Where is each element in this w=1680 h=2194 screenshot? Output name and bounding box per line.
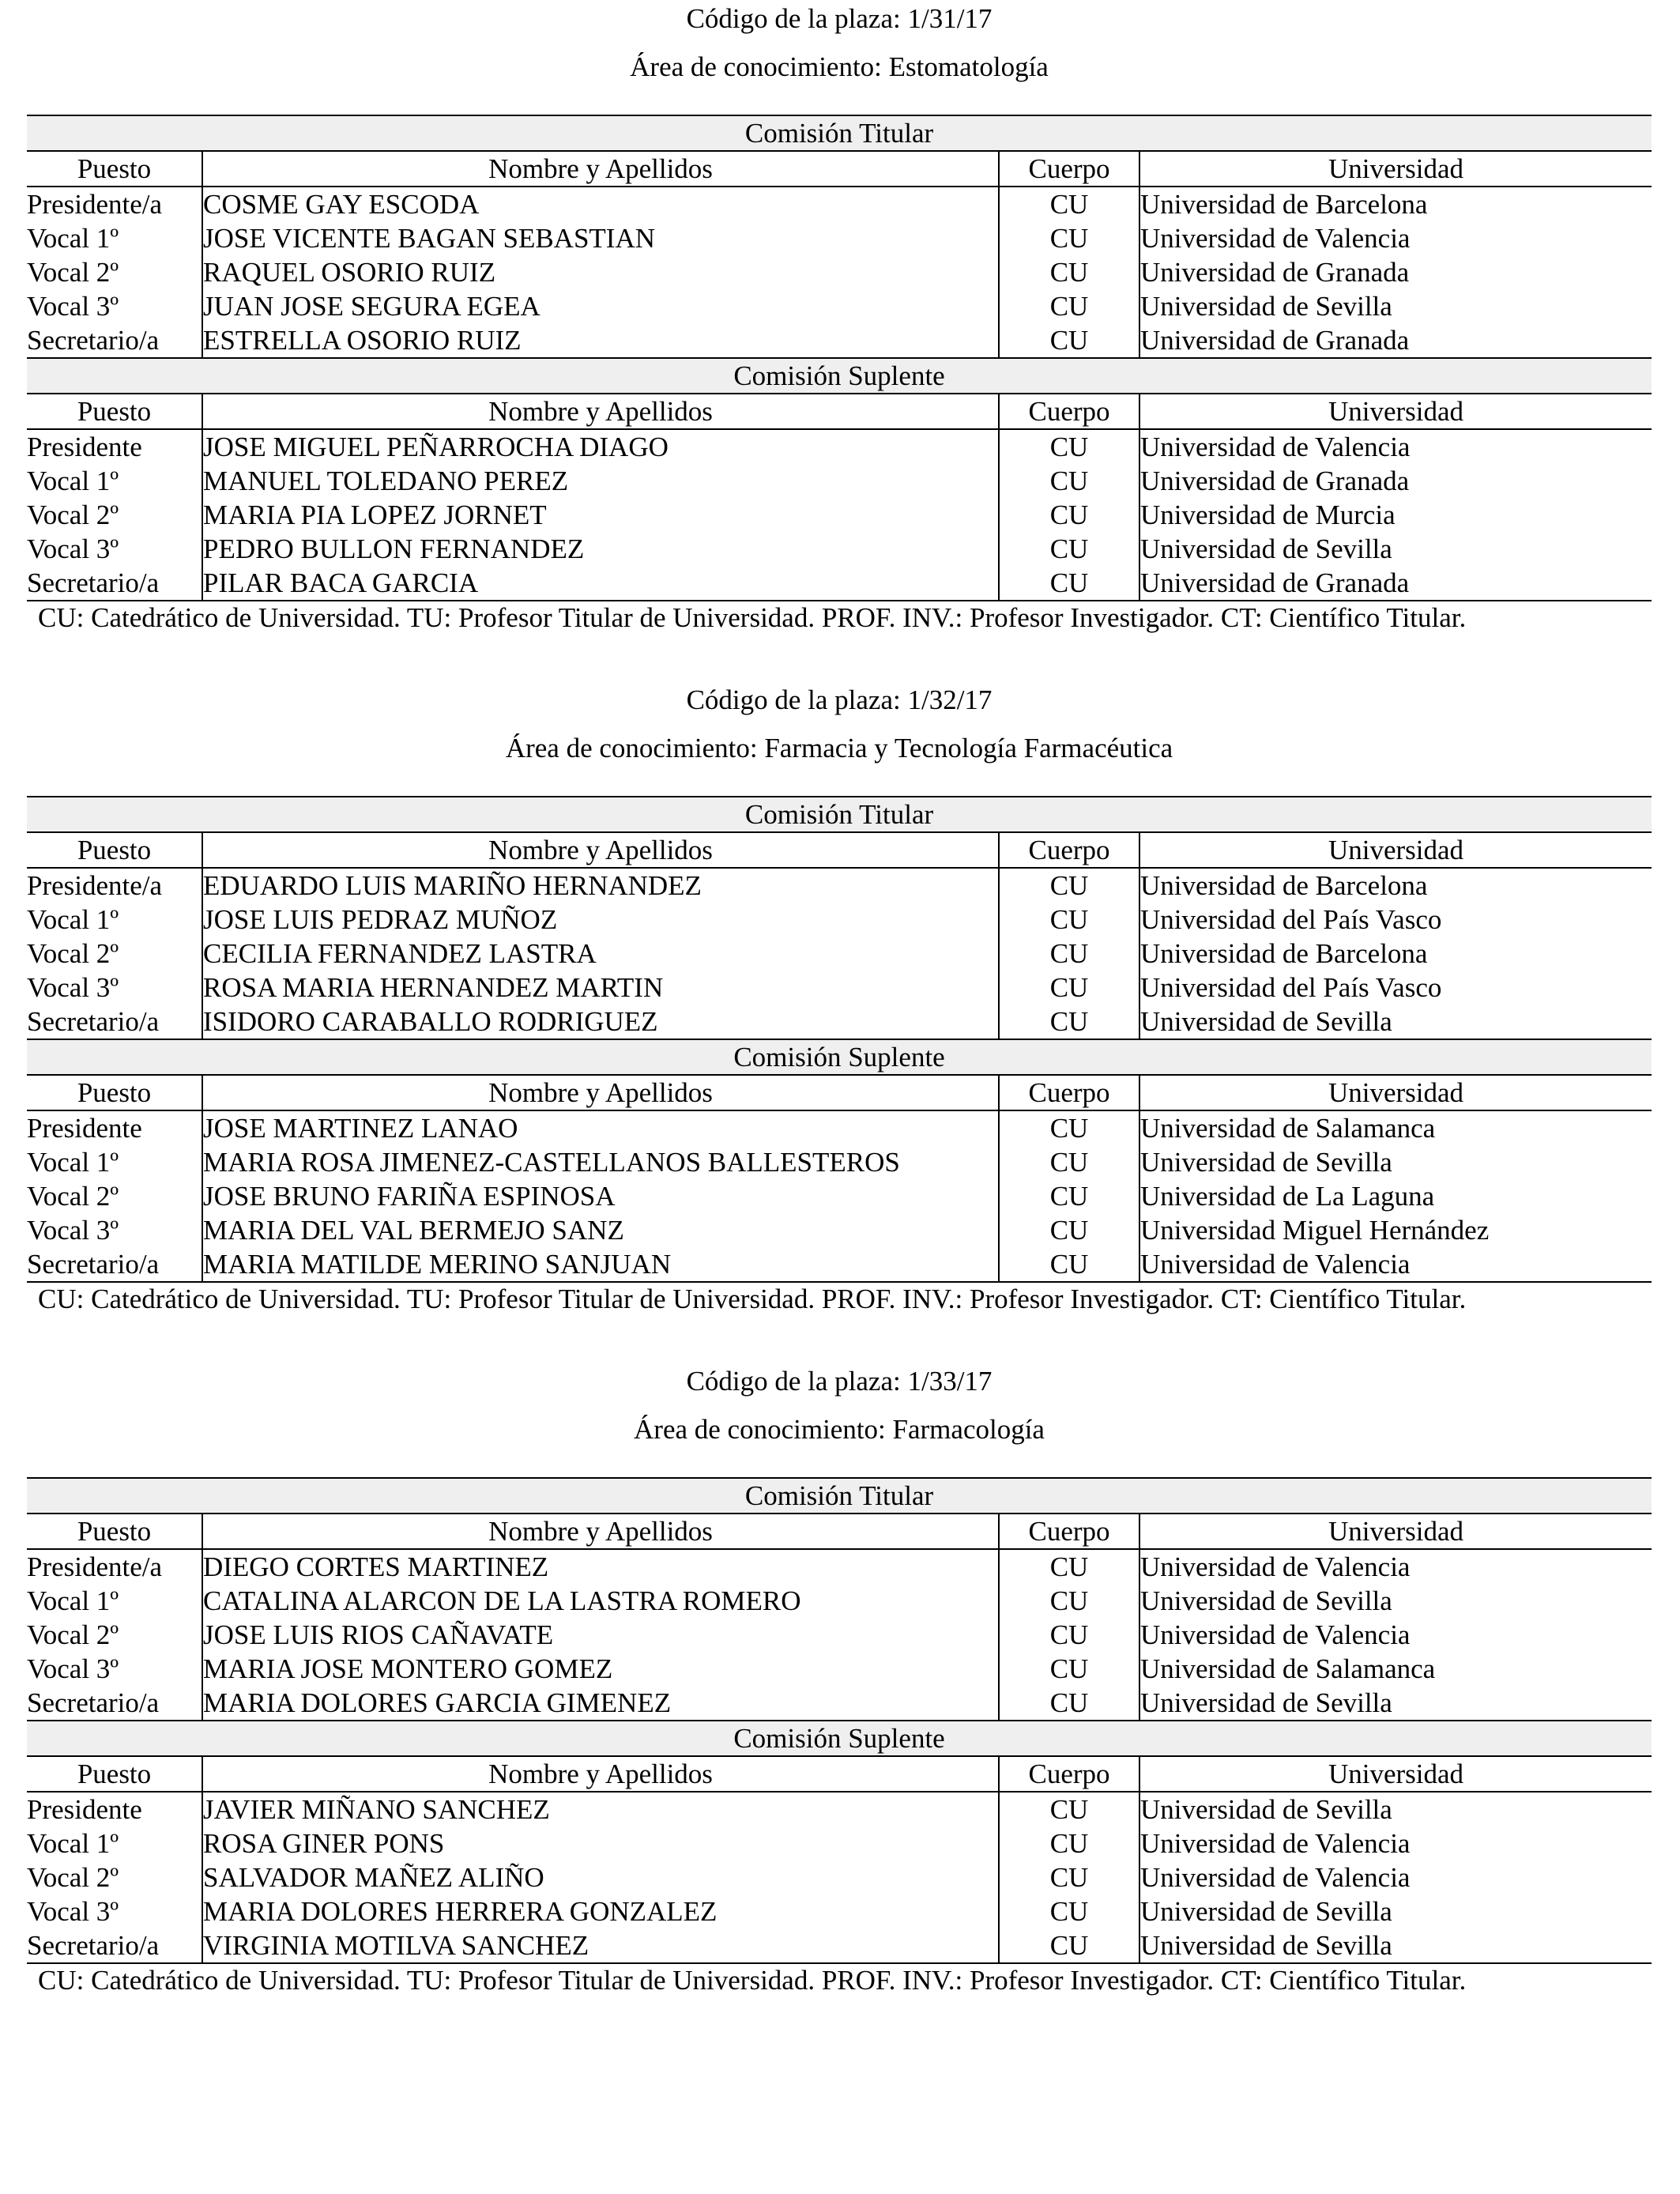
cell-cuerpo: CU bbox=[999, 498, 1139, 532]
cell-universidad: Universidad de Sevilla bbox=[1140, 1895, 1392, 1927]
cell-nombre: JUAN JOSE SEGURA EGEA bbox=[203, 290, 541, 322]
table-row bbox=[27, 464, 1652, 498]
cell-puesto: Secretario/a bbox=[27, 1928, 202, 1963]
col-header-nombre: Nombre y Apellidos bbox=[202, 1756, 999, 1792]
cell-universidad: Universidad de Barcelona bbox=[1140, 188, 1428, 220]
cell-puesto: Presidente bbox=[27, 1110, 202, 1145]
cell-nombre: MARIA DOLORES HERRERA GONZALEZ bbox=[203, 1895, 718, 1927]
table-header-row bbox=[27, 1514, 1652, 1549]
table-row bbox=[27, 937, 1652, 971]
titular-commission-bar bbox=[27, 115, 1652, 151]
cell-universidad: Universidad de Sevilla bbox=[1140, 1585, 1392, 1616]
cell-cuerpo: CU bbox=[999, 868, 1139, 903]
titular-commission-label: Comisión Titular bbox=[27, 797, 1652, 832]
cell-puesto: Presidente/a bbox=[27, 868, 202, 903]
col-header-cuerpo: Cuerpo bbox=[999, 1756, 1139, 1792]
table-row bbox=[27, 1928, 1652, 1963]
cell-puesto: Presidente bbox=[27, 1792, 202, 1826]
cell-puesto: Vocal 1º bbox=[27, 464, 202, 498]
cell-puesto: Vocal 3º bbox=[27, 1213, 202, 1247]
cell-cuerpo: CU bbox=[999, 1005, 1139, 1039]
table-row bbox=[27, 429, 1652, 464]
cell-universidad: Universidad de Granada bbox=[1140, 465, 1410, 496]
cell-puesto: Vocal 1º bbox=[27, 1145, 202, 1179]
cell-puesto: Vocal 1º bbox=[27, 1584, 202, 1618]
suplente-commission-label: Comisión Suplente bbox=[27, 1039, 1652, 1075]
table-row bbox=[27, 1213, 1652, 1247]
cell-universidad: Universidad del País Vasco bbox=[1140, 903, 1442, 935]
plaza-code: Código de la plaza: 1/33/17 bbox=[686, 1366, 993, 1397]
cell-universidad: Universidad de Valencia bbox=[1140, 1827, 1411, 1859]
cell-nombre: PEDRO BULLON FERNANDEZ bbox=[203, 533, 585, 564]
cell-nombre: SALVADOR MAÑEZ ALIÑO bbox=[203, 1861, 544, 1893]
table-header-row bbox=[27, 151, 1652, 187]
cell-cuerpo: CU bbox=[999, 1652, 1139, 1686]
col-header-cuerpo: Cuerpo bbox=[999, 394, 1139, 429]
table-header-row bbox=[27, 832, 1652, 868]
cell-puesto: Vocal 2º bbox=[27, 1860, 202, 1894]
col-header-puesto: Puesto bbox=[27, 1756, 202, 1792]
table-row bbox=[27, 498, 1652, 532]
abbreviations-footnote: CU: Catedrático de Universidad. TU: Profesor Titular de Universidad. PROF. INV.: Profesor Investigador. CT: Científico Titular. bbox=[38, 602, 1467, 633]
cell-puesto: Vocal 3º bbox=[27, 971, 202, 1005]
col-header-puesto: Puesto bbox=[27, 394, 202, 429]
cell-puesto: Vocal 3º bbox=[27, 1894, 202, 1928]
cell-nombre: JOSE MIGUEL PEÑARROCHA DIAGO bbox=[203, 431, 669, 462]
cell-universidad: Universidad de Barcelona bbox=[1140, 869, 1428, 901]
knowledge-area: Área de conocimiento: Estomatología bbox=[630, 51, 1049, 82]
cell-universidad: Universidad de Sevilla bbox=[1140, 533, 1392, 564]
cell-cuerpo: CU bbox=[999, 1686, 1139, 1721]
cell-cuerpo: CU bbox=[999, 1894, 1139, 1928]
cell-universidad: Universidad de Sevilla bbox=[1140, 290, 1392, 322]
cell-cuerpo: CU bbox=[999, 1618, 1139, 1652]
suplente-commission-label: Comisión Suplente bbox=[27, 358, 1652, 394]
cell-nombre: JAVIER MIÑANO SANCHEZ bbox=[203, 1793, 550, 1825]
table-row bbox=[27, 1110, 1652, 1145]
cell-cuerpo: CU bbox=[999, 429, 1139, 464]
table-row bbox=[27, 1005, 1652, 1039]
suplente-commission-bar bbox=[27, 358, 1652, 394]
cell-cuerpo: CU bbox=[999, 1860, 1139, 1894]
cell-nombre: DIEGO CORTES MARTINEZ bbox=[203, 1551, 549, 1582]
cell-universidad: Universidad de Barcelona bbox=[1140, 937, 1428, 969]
plaza-section bbox=[27, 3, 1652, 635]
cell-cuerpo: CU bbox=[999, 323, 1139, 358]
cell-cuerpo: CU bbox=[999, 1584, 1139, 1618]
cell-nombre: MARIA PIA LOPEZ JORNET bbox=[203, 499, 547, 530]
cell-cuerpo: CU bbox=[999, 532, 1139, 566]
cell-puesto: Vocal 1º bbox=[27, 221, 202, 255]
cell-puesto: Presidente/a bbox=[27, 1549, 202, 1584]
cell-cuerpo: CU bbox=[999, 1213, 1139, 1247]
cell-cuerpo: CU bbox=[999, 1145, 1139, 1179]
suplente-commission-label: Comisión Suplente bbox=[27, 1721, 1652, 1756]
titular-commission-label: Comisión Titular bbox=[27, 115, 1652, 151]
cell-universidad: Universidad de Valencia bbox=[1140, 222, 1411, 254]
col-header-universidad: Universidad bbox=[1139, 151, 1652, 187]
col-header-nombre: Nombre y Apellidos bbox=[202, 151, 999, 187]
cell-puesto: Secretario/a bbox=[27, 1686, 202, 1721]
col-header-cuerpo: Cuerpo bbox=[999, 1075, 1139, 1110]
table-row bbox=[27, 255, 1652, 289]
table-row bbox=[27, 1652, 1652, 1686]
table-row bbox=[27, 1584, 1652, 1618]
cell-universidad: Universidad de Valencia bbox=[1140, 1619, 1411, 1650]
cell-universidad: Universidad de Valencia bbox=[1139, 1247, 1652, 1282]
col-header-puesto: Puesto bbox=[27, 1514, 202, 1549]
col-header-universidad: Universidad bbox=[1139, 832, 1652, 868]
cell-puesto: Presidente bbox=[27, 429, 202, 464]
cell-nombre: JOSE LUIS RIOS CAÑAVATE bbox=[203, 1619, 554, 1650]
cell-nombre: MARIA DOLORES GARCIA GIMENEZ bbox=[203, 1687, 672, 1718]
plaza-section bbox=[27, 684, 1652, 1316]
cell-universidad: Universidad de Valencia bbox=[1140, 1551, 1411, 1582]
cell-universidad: Universidad de Granada bbox=[1139, 566, 1652, 601]
col-header-cuerpo: Cuerpo bbox=[999, 832, 1139, 868]
titular-commission-label: Comisión Titular bbox=[27, 1478, 1652, 1514]
cell-puesto: Vocal 2º bbox=[27, 937, 202, 971]
cell-nombre: MARIA ROSA JIMENEZ-CASTELLANOS BALLESTEROS bbox=[203, 1146, 900, 1178]
cell-universidad: Universidad de Sevilla bbox=[1140, 1793, 1392, 1825]
cell-puesto: Vocal 2º bbox=[27, 1618, 202, 1652]
cell-puesto: Vocal 3º bbox=[27, 289, 202, 323]
col-header-cuerpo: Cuerpo bbox=[999, 1514, 1139, 1549]
cell-universidad: Universidad de Sevilla bbox=[1140, 1146, 1392, 1178]
col-header-universidad: Universidad bbox=[1139, 1075, 1652, 1110]
abbreviations-footnote: CU: Catedrático de Universidad. TU: Profesor Titular de Universidad. PROF. INV.: Profesor Investigador. CT: Científico Titular. bbox=[38, 1965, 1467, 1996]
plaza-code: Código de la plaza: 1/31/17 bbox=[686, 3, 993, 34]
cell-cuerpo: CU bbox=[999, 1792, 1139, 1826]
cell-universidad: Universidad del País Vasco bbox=[1140, 971, 1442, 1003]
col-header-puesto: Puesto bbox=[27, 1075, 202, 1110]
cell-puesto: Vocal 2º bbox=[27, 255, 202, 289]
abbreviations-footnote: CU: Catedrático de Universidad. TU: Profesor Titular de Universidad. PROF. INV.: Profesor Investigador. CT: Científico Titular. bbox=[38, 1284, 1467, 1314]
table-row bbox=[27, 221, 1652, 255]
table-row bbox=[27, 323, 1652, 358]
cell-universidad: Universidad de Salamanca bbox=[1140, 1112, 1436, 1144]
cell-cuerpo: CU bbox=[999, 937, 1139, 971]
cell-cuerpo: CU bbox=[999, 1247, 1139, 1282]
cell-cuerpo: CU bbox=[999, 1179, 1139, 1213]
cell-nombre: ROSA MARIA HERNANDEZ MARTIN bbox=[203, 971, 664, 1003]
col-header-nombre: Nombre y Apellidos bbox=[202, 394, 999, 429]
cell-puesto: Secretario/a bbox=[27, 566, 202, 601]
cell-cuerpo: CU bbox=[999, 971, 1139, 1005]
cell-nombre: CECILIA FERNANDEZ LASTRA bbox=[203, 937, 597, 969]
table-row bbox=[27, 971, 1652, 1005]
cell-universidad: Universidad de Salamanca bbox=[1140, 1653, 1436, 1684]
col-header-universidad: Universidad bbox=[1139, 394, 1652, 429]
suplente-commission-bar bbox=[27, 1721, 1652, 1756]
table-row bbox=[27, 1179, 1652, 1213]
commission-table bbox=[27, 796, 1652, 1283]
titular-commission-bar bbox=[27, 1478, 1652, 1514]
cell-puesto: Vocal 1º bbox=[27, 1826, 202, 1860]
knowledge-area: Área de conocimiento: Farmacología bbox=[634, 1414, 1045, 1445]
table-row bbox=[27, 1549, 1652, 1584]
cell-nombre: MARIA MATILDE MERINO SANJUAN bbox=[202, 1247, 999, 1282]
plaza-section bbox=[27, 1366, 1652, 1997]
cell-nombre: MANUEL TOLEDANO PEREZ bbox=[203, 465, 569, 496]
table-row bbox=[27, 1792, 1652, 1826]
cell-nombre: VIRGINIA MOTILVA SANCHEZ bbox=[202, 1928, 999, 1963]
plaza-code: Código de la plaza: 1/32/17 bbox=[686, 684, 993, 715]
cell-cuerpo: CU bbox=[999, 255, 1139, 289]
cell-nombre: JOSE MARTINEZ LANAO bbox=[203, 1112, 518, 1144]
cell-nombre: EDUARDO LUIS MARIÑO HERNANDEZ bbox=[203, 869, 702, 901]
table-header-row bbox=[27, 394, 1652, 429]
cell-nombre: MARIA JOSE MONTERO GOMEZ bbox=[203, 1653, 613, 1684]
cell-puesto: Vocal 3º bbox=[27, 1652, 202, 1686]
table-header-row bbox=[27, 1075, 1652, 1110]
col-header-nombre: Nombre y Apellidos bbox=[202, 1514, 999, 1549]
table-row bbox=[27, 566, 1652, 601]
cell-universidad: Universidad de Valencia bbox=[1140, 1861, 1411, 1893]
cell-puesto: Presidente/a bbox=[27, 187, 202, 221]
table-row bbox=[27, 903, 1652, 937]
col-header-puesto: Puesto bbox=[27, 151, 202, 187]
cell-nombre: JOSE LUIS PEDRAZ MUÑOZ bbox=[203, 903, 558, 935]
cell-puesto: Vocal 2º bbox=[27, 498, 202, 532]
cell-nombre: MARIA DEL VAL BERMEJO SANZ bbox=[203, 1214, 624, 1246]
cell-puesto: Vocal 3º bbox=[27, 532, 202, 566]
cell-cuerpo: CU bbox=[999, 1826, 1139, 1860]
cell-cuerpo: CU bbox=[999, 903, 1139, 937]
table-row bbox=[27, 1860, 1652, 1894]
cell-nombre: JOSE BRUNO FARIÑA ESPINOSA bbox=[203, 1180, 616, 1212]
col-header-nombre: Nombre y Apellidos bbox=[202, 1075, 999, 1110]
cell-nombre: ROSA GINER PONS bbox=[203, 1827, 445, 1859]
table-row bbox=[27, 1826, 1652, 1860]
table-header-row bbox=[27, 1756, 1652, 1792]
cell-puesto: Secretario/a bbox=[27, 323, 202, 358]
cell-cuerpo: CU bbox=[999, 464, 1139, 498]
cell-cuerpo: CU bbox=[999, 566, 1139, 601]
cell-cuerpo: CU bbox=[999, 289, 1139, 323]
cell-puesto: Secretario/a bbox=[27, 1005, 202, 1039]
cell-puesto: Vocal 2º bbox=[27, 1179, 202, 1213]
cell-universidad: Universidad de Sevilla bbox=[1140, 1687, 1392, 1718]
table-row bbox=[27, 187, 1652, 221]
cell-nombre: COSME GAY ESCODA bbox=[203, 188, 480, 220]
cell-universidad: Universidad de Granada bbox=[1140, 256, 1410, 288]
cell-universidad: Universidad Miguel Hernández bbox=[1140, 1214, 1490, 1246]
table-row bbox=[27, 1618, 1652, 1652]
table-row bbox=[27, 1145, 1652, 1179]
cell-nombre: PILAR BACA GARCIA bbox=[202, 566, 999, 601]
col-header-puesto: Puesto bbox=[27, 832, 202, 868]
table-row bbox=[27, 1686, 1652, 1721]
col-header-universidad: Universidad bbox=[1139, 1756, 1652, 1792]
cell-cuerpo: CU bbox=[999, 221, 1139, 255]
table-row bbox=[27, 532, 1652, 566]
cell-cuerpo: CU bbox=[999, 1549, 1139, 1584]
table-row bbox=[27, 1247, 1652, 1282]
knowledge-area: Área de conocimiento: Farmacia y Tecnología Farmacéutica bbox=[505, 733, 1173, 763]
cell-universidad: Universidad de Sevilla bbox=[1140, 1005, 1392, 1037]
cell-puesto: Secretario/a bbox=[27, 1247, 202, 1282]
table-row bbox=[27, 1894, 1652, 1928]
col-header-universidad: Universidad bbox=[1139, 1514, 1652, 1549]
suplente-commission-bar bbox=[27, 1039, 1652, 1075]
cell-cuerpo: CU bbox=[999, 187, 1139, 221]
col-header-cuerpo: Cuerpo bbox=[999, 151, 1139, 187]
cell-nombre: JOSE VICENTE BAGAN SEBASTIAN bbox=[203, 222, 656, 254]
col-header-nombre: Nombre y Apellidos bbox=[202, 832, 999, 868]
cell-puesto: Vocal 1º bbox=[27, 903, 202, 937]
cell-universidad: Universidad de Granada bbox=[1140, 324, 1410, 356]
cell-cuerpo: CU bbox=[999, 1110, 1139, 1145]
cell-universidad: Universidad de Murcia bbox=[1140, 499, 1396, 530]
cell-cuerpo: CU bbox=[999, 1928, 1139, 1963]
cell-universidad: Universidad de Sevilla bbox=[1139, 1928, 1652, 1963]
table-row bbox=[27, 868, 1652, 903]
commission-table bbox=[27, 115, 1652, 601]
table-row bbox=[27, 289, 1652, 323]
commission-table bbox=[27, 1477, 1652, 1964]
cell-universidad: Universidad de Valencia bbox=[1140, 431, 1411, 462]
cell-nombre: ISIDORO CARABALLO RODRIGUEZ bbox=[203, 1005, 658, 1037]
cell-nombre: RAQUEL OSORIO RUIZ bbox=[203, 256, 496, 288]
cell-nombre: CATALINA ALARCON DE LA LASTRA ROMERO bbox=[203, 1585, 801, 1616]
cell-universidad: Universidad de La Laguna bbox=[1140, 1180, 1435, 1212]
titular-commission-bar bbox=[27, 797, 1652, 832]
cell-nombre: ESTRELLA OSORIO RUIZ bbox=[203, 324, 522, 356]
